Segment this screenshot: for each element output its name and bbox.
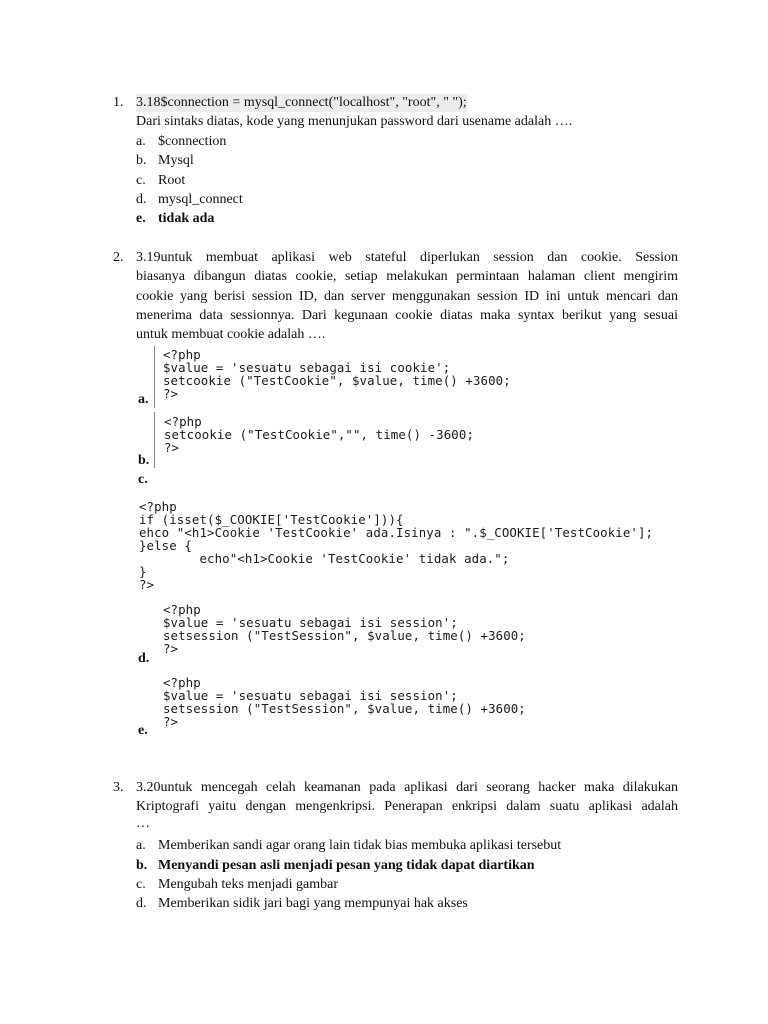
q2-option-c-code: <?php if (isset($_COOKIE['TestCookie'])){ ehco "<h1>Cookie 'TestCookie' ada.Isinya : ".$_COOKIE['TestCookie']; }else { echo"<h1>Cookie 'TestCookie' tidak ada."; } ?> bbox=[139, 499, 654, 592]
question-2-number: 2. bbox=[113, 250, 124, 265]
q1-option-c-text: Root bbox=[158, 173, 186, 188]
question-3-line-3: … bbox=[136, 816, 150, 831]
question-3-number: 3. bbox=[113, 780, 124, 795]
q3-option-d-text: Memberikan sidik jari bagi yang mempunyai hak akses bbox=[158, 896, 468, 911]
q2-option-a-code: <?php $value = 'sesuatu sebagai isi cookie'; setcookie ("TestCookie", $value, time() +3600; ?> bbox=[163, 347, 511, 401]
q2-option-c-letter: c. bbox=[138, 472, 148, 487]
q1-option-a-text: $connection bbox=[158, 134, 227, 149]
q1-option-e-text: tidak ada bbox=[158, 211, 215, 226]
question-2-line-4: menerima data sessionnya. Dari kegunaan cookie diatas maka syntax berikut yang sesuai bbox=[136, 308, 678, 323]
q3-option-c-letter: c. bbox=[136, 877, 146, 892]
q3-option-c-text: Mengubah teks menjadi gambar bbox=[158, 877, 339, 892]
question-1-text: Dari sintaks diatas, kode yang menunjukan password dari usename adalah …. bbox=[136, 114, 573, 129]
question-1-number: 1. bbox=[113, 95, 124, 110]
q1-option-d-text: mysql_connect bbox=[158, 192, 243, 207]
q1-option-a-letter: a. bbox=[136, 134, 146, 149]
q2-option-a-codebox bbox=[154, 346, 155, 408]
q1-option-b-letter: b. bbox=[136, 153, 147, 168]
question-1-code: 3.18$connection = mysql_connect("localhost", "root", " "); bbox=[136, 95, 467, 110]
question-3-line-1: 3.20untuk mencegah celah keamanan pada aplikasi dari seorang hacker maka dilakukan bbox=[136, 780, 678, 795]
q2-option-e-letter: e. bbox=[138, 723, 148, 738]
q3-option-a-text: Memberikan sandi agar orang lain tidak bias membuka aplikasi tersebut bbox=[158, 838, 562, 853]
question-3-line-2: Kriptografi yaitu dengan mengenkripsi. Penerapan enkripsi dalam suatu aplikasi adalah bbox=[136, 799, 678, 814]
question-2-line-3: cookie yang berisi session ID, dan server menggunakan session ID ini untuk mencari dan bbox=[136, 289, 678, 304]
q1-option-b-text: Mysql bbox=[158, 153, 194, 168]
q2-option-d-letter: d. bbox=[138, 651, 150, 666]
q3-option-a-letter: a. bbox=[136, 838, 146, 853]
q2-option-b-code: <?php setcookie ("TestCookie","", time() -3600; ?> bbox=[164, 414, 474, 455]
q2-option-d-code: <?php $value = 'sesuatu sebagai isi session'; setsession ("TestSession", $value, time() +3600; ?> bbox=[163, 602, 526, 656]
q1-option-c-letter: c. bbox=[136, 173, 146, 188]
q3-option-b-text: Menyandi pesan asli menjadi pesan yang tidak dapat diartikan bbox=[158, 858, 535, 873]
q2-option-e-code: <?php $value = 'sesuatu sebagai isi session'; setsession ("TestSession", $value, time() +3600; ?> bbox=[163, 675, 526, 729]
q2-option-a-letter: a. bbox=[138, 392, 149, 407]
q2-option-b-letter: b. bbox=[138, 453, 150, 468]
q1-option-e-letter: e. bbox=[136, 211, 146, 226]
question-2-line-1: 3.19untuk membuat aplikasi web stateful diperlukan session dan cookie. Session bbox=[136, 250, 678, 265]
q3-option-d-letter: d. bbox=[136, 896, 147, 911]
q1-option-d-letter: d. bbox=[136, 192, 147, 207]
q3-option-b-letter: b. bbox=[136, 858, 148, 873]
question-2-line-2: biasanya dibangun diatas cookie, setiap melakukan permintaan halaman client mengirim bbox=[136, 269, 678, 284]
question-2-line-5: untuk membuat cookie adalah …. bbox=[136, 327, 326, 342]
q2-option-b-codebox bbox=[154, 412, 155, 468]
